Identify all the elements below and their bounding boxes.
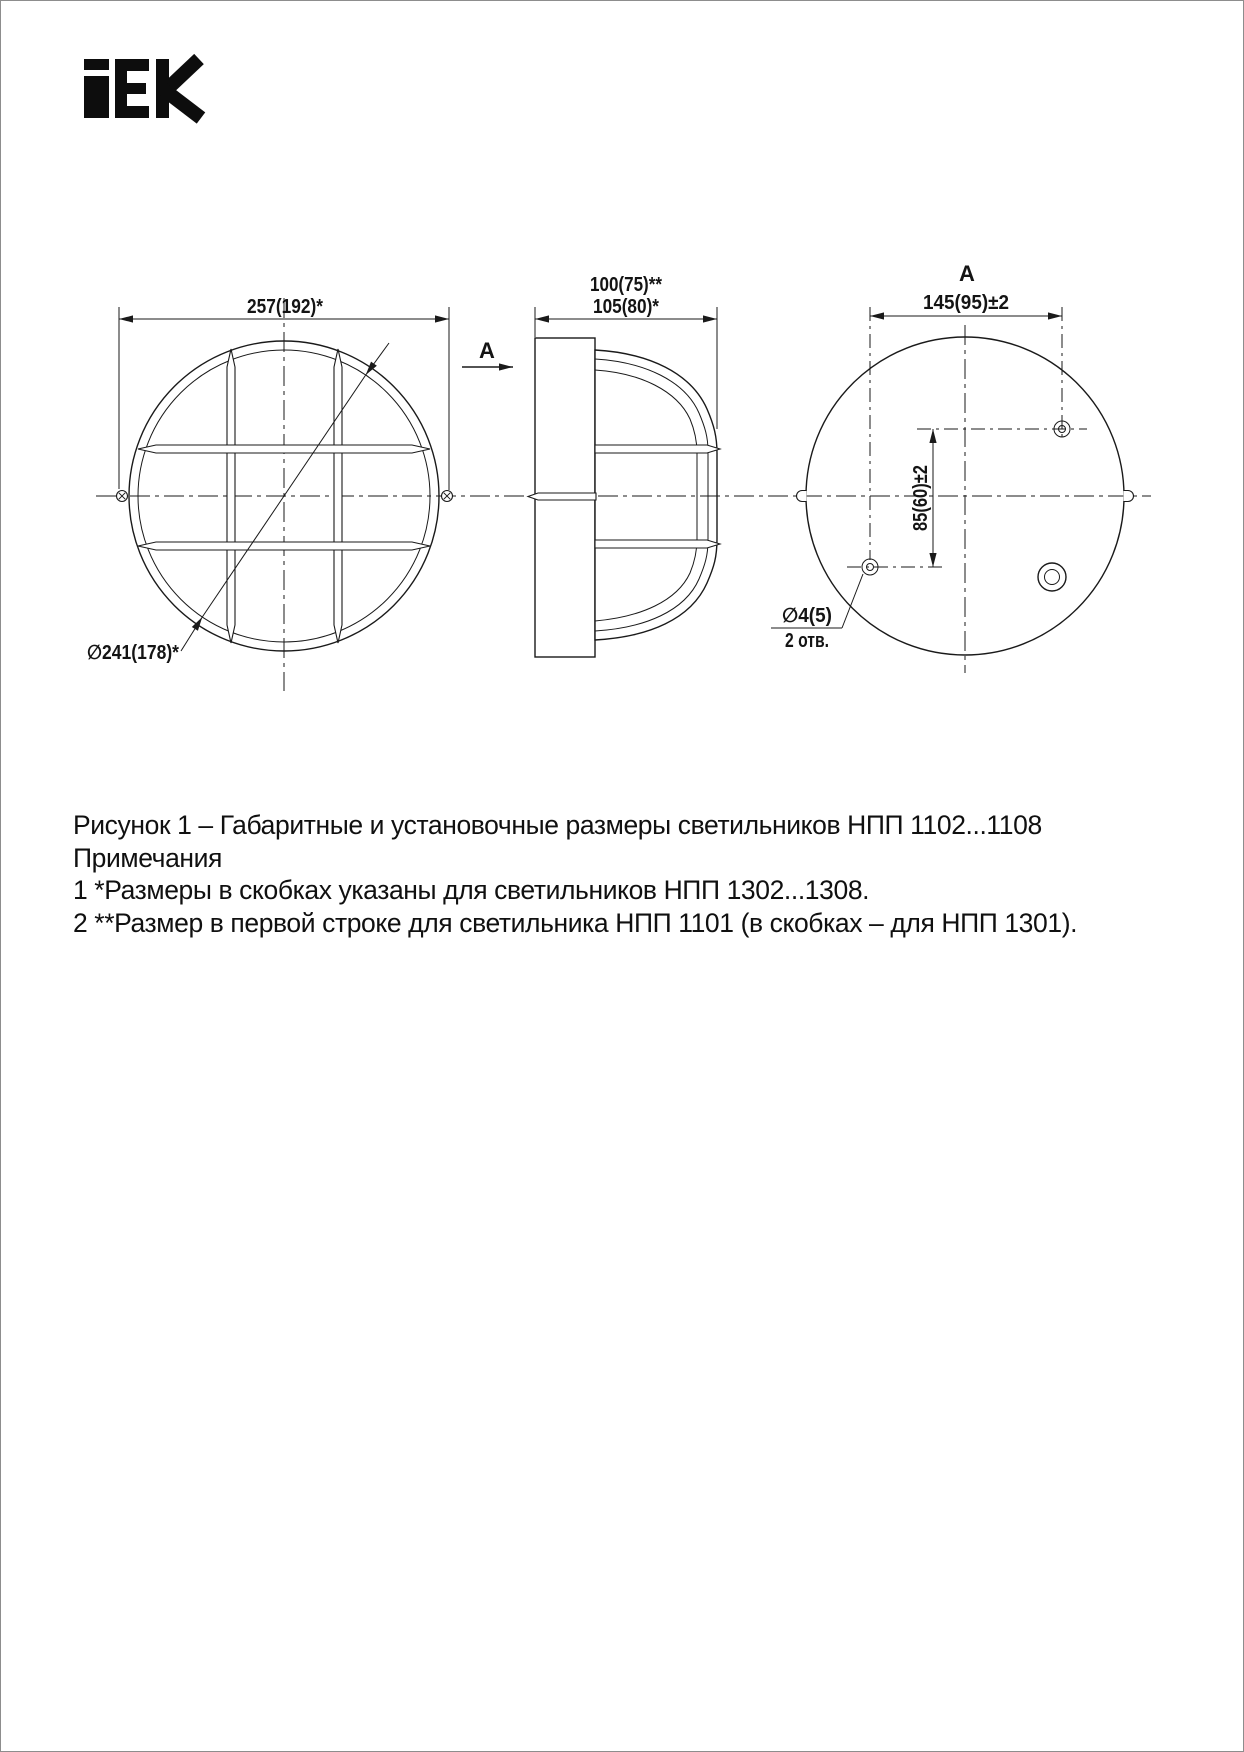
side-dome-outer (595, 350, 717, 640)
grille-vertical-bar (227, 349, 235, 643)
back-view-label: A (959, 261, 975, 286)
side-latch-screw (528, 493, 596, 500)
view-arrow-label: A (479, 338, 495, 363)
side-grille-rib (595, 540, 720, 548)
part-bodies (129, 337, 1124, 657)
cable-entry-hole (1038, 563, 1066, 591)
figure-title: Рисунок 1 – Габаритные и установочные размеры светильников НПП 1102...1108 (73, 810, 1042, 840)
hole-diameter-dimension: ∅4(5) (782, 605, 832, 627)
latch-tab (797, 491, 807, 502)
hole-spacing-horizontal-dimension: 145(95)±2 (923, 292, 1009, 314)
notes-header: Примечания (73, 842, 222, 873)
hole-spacing-vertical-dimension: 85(60)±2 (910, 451, 932, 531)
grille-horizontal-bar (138, 445, 430, 453)
latch-tab (1124, 491, 1134, 502)
logo-i-stem (84, 76, 109, 118)
side-depth-dimension-line2: 105(80)* (593, 296, 660, 318)
side-depth-dimension-line1: 100(75)** (590, 274, 663, 296)
note-2: 2 **Размер в первой строке для светильника НПП 1101 (в скобках – для НПП 1301). (73, 907, 1078, 938)
front-diameter-dimension: ∅241(178)* (87, 642, 180, 664)
side-grille-rib (595, 445, 720, 453)
front-width-dimension: 257(192)* (247, 296, 324, 318)
hole-count-label: 2 отв. (785, 630, 829, 652)
grille-horizontal-bar (138, 542, 430, 550)
technical-drawing (1, 1, 1244, 741)
iek-logo (84, 59, 201, 118)
note-1: 1 *Размеры в скобках указаны для светильников НПП 1302...1308. (73, 875, 870, 905)
grille-vertical-bar (334, 349, 342, 643)
view-direction-arrow (462, 338, 513, 367)
figure-caption (73, 809, 1193, 939)
logo-i-dot (84, 59, 109, 70)
